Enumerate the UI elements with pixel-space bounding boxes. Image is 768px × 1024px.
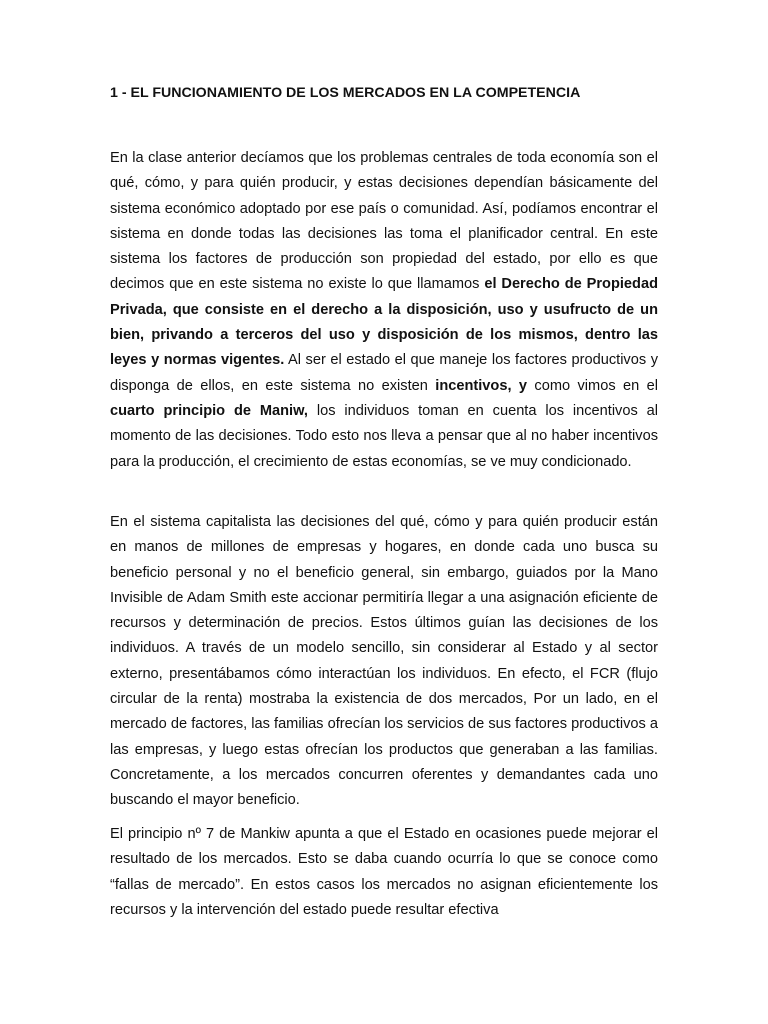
paragraph-text: Al ser el estado el que maneje los factores productivos y disponga de ellos, en este sistema no existen	[110, 352, 658, 394]
paragraph-text: como vimos en el	[527, 377, 659, 394]
bold-text: incentivos, y	[435, 377, 528, 394]
paragraph-text: En la clase anterior decíamos que los problemas centrales de toda economía son el qué, cómo, y para quién producir, y estas decisiones dependían básicamente del sistema económico adoptado por ese país o comunidad. Así, podíamos encontrar el sistema en donde todas las decisiones las toma el planificador central. En este sistema los factores de producción son propiedad del estado, por ello es que decimos que en este sistema no existe lo que llamamos	[110, 150, 658, 293]
paragraph-1	[110, 146, 658, 475]
paragraph-3	[110, 822, 658, 923]
bold-text: el Derecho de Propiedad Privada, que consiste en el derecho a la disposición, uso y usufructo de un bien, privando a terceros del uso y disposición de los mismos, dentro las leyes y normas vigentes.	[110, 276, 658, 369]
paragraph-2	[110, 510, 658, 814]
bold-text: cuarto principio de Maniw,	[110, 402, 308, 419]
paragraph-text: los individuos toman en cuenta los incentivos al momento de las decisiones. Todo esto nos lleva a pensar que al no haber incentivos para la producción, el crecimiento de estas economías, se ve muy condicionado.	[110, 402, 658, 470]
paragraph-text: En el sistema capitalista las decisiones del qué, cómo y para quién producir están en manos de millones de empresas y hogares, en donde cada uno busca su beneficio personal y no el beneficio general, sin embargo, guiados por la Mano Invisible de Adam Smith este accionar permitiría llegar a una asignación eficiente de recursos y determinación de precios. Estos últimos guían las decisiones de los individuos. A través de un modelo sencillo, sin considerar al Estado y al sector externo, presentábamos cómo interactúan los individuos. En efecto, el FCR (flujo circular de la renta) mostraba la existencia de dos mercados, Por un lado, en el mercado de factores, las familias ofrecían los servicios de sus factores productivos a las empresas, y luego estas ofrecían los productos que generaban a las familias. Concretamente, a los mercados concurren oferentes y demandantes cada uno buscando el mayor beneficio.	[110, 514, 658, 809]
paragraph-text: El principio nº 7 de Mankiw apunta a que el Estado en ocasiones puede mejorar el resultado de los mercados. Esto se daba cuando ocurría lo que se conoce como “fallas de mercado”. En estos casos los mercados no asignan eficientemente los recursos y la intervención del estado puede resultar efectiva	[110, 826, 658, 918]
document-heading: 1 - EL FUNCIONAMIENTO DE LOS MERCADOS EN LA COMPETENCIA	[110, 85, 581, 101]
